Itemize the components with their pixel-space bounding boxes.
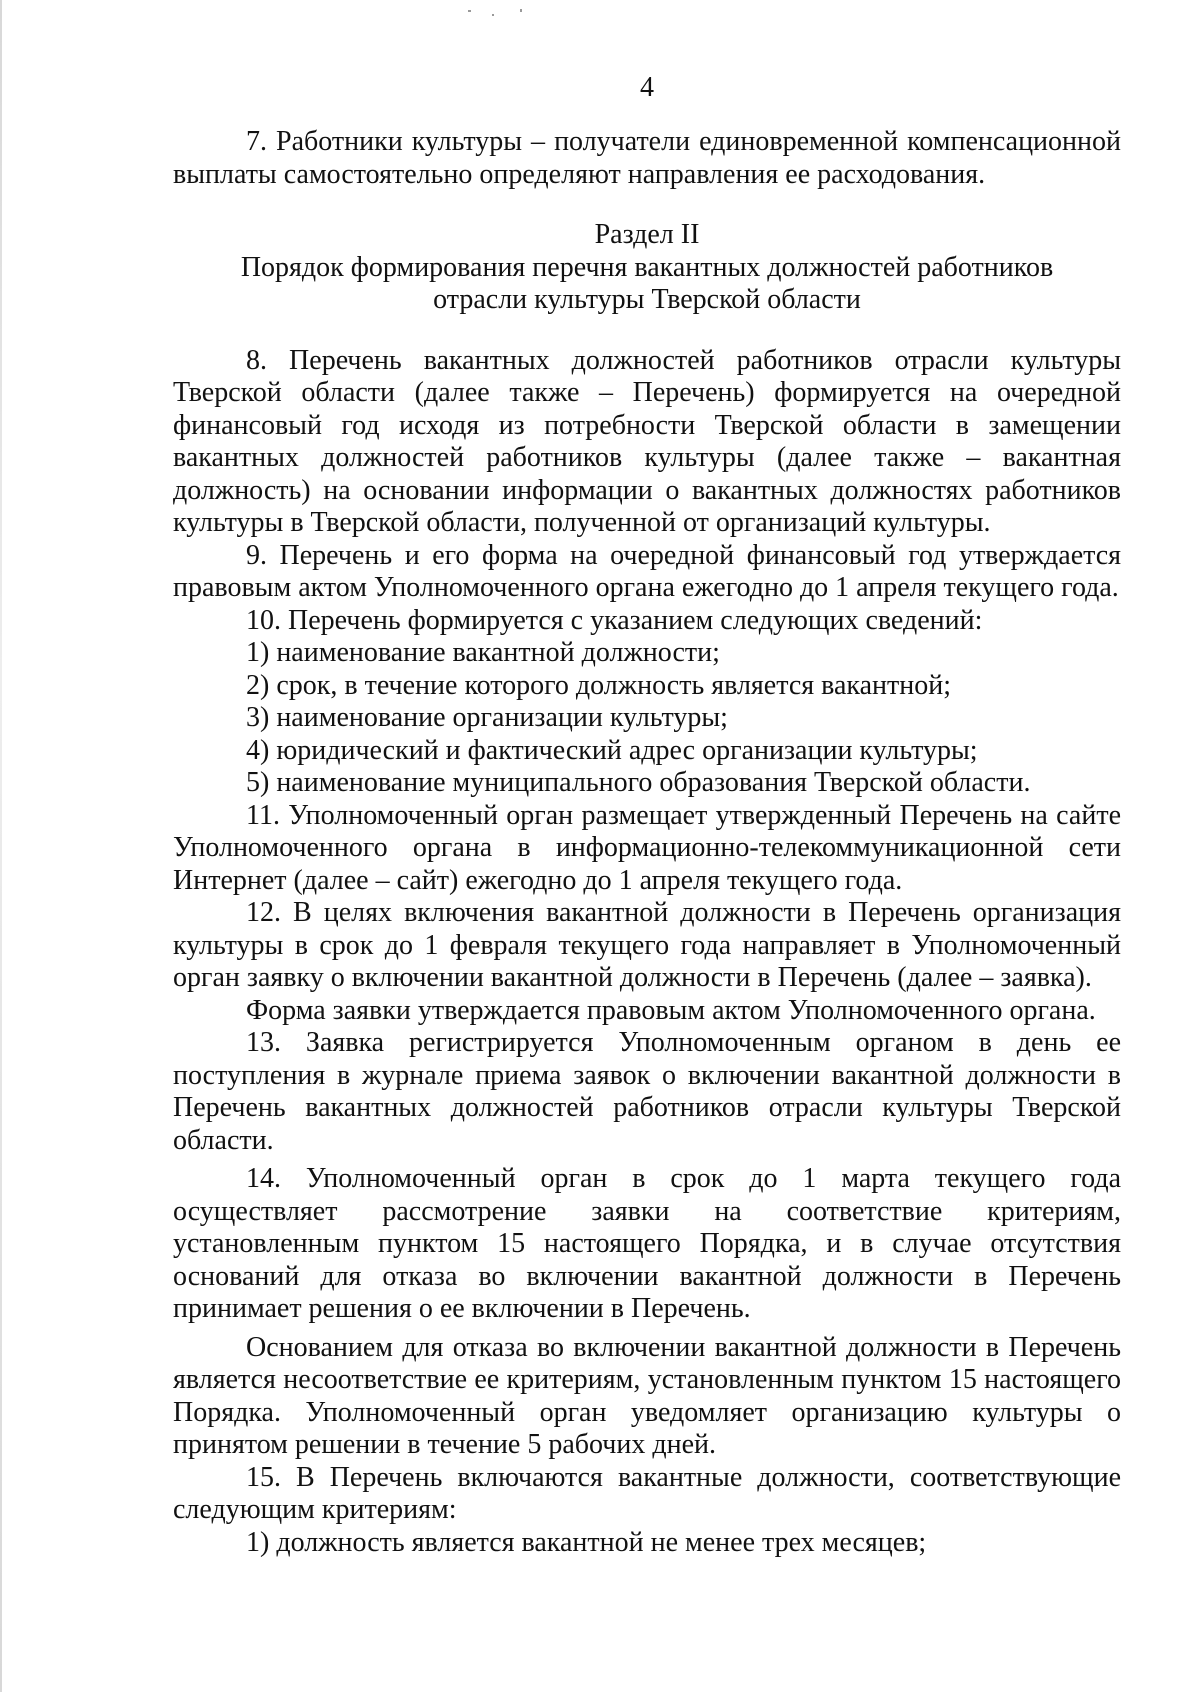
paragraph-12-form: Форма заявки утверждается правовым актом Уполномоченного органа. [246, 994, 1096, 1026]
section-title: Раздел II [594, 219, 700, 250]
paragraph-11: 11. Уполномоченный орган размещает утвержденный Перечень на сайте Уполномоченного органа в информационно-телекоммуникационной сети Интернет (далее – сайт) ежегодно до 1 апреля текущего года. [173, 799, 1121, 896]
scan-edge-shadow [0, 0, 2, 1692]
paragraph-15: 15. В Перечень включаются вакантные должности, соответствующие следующим критериям: [173, 1461, 1121, 1525]
paragraph-9: 9. Перечень и его форма на очередной финансовый год утверждается правовым актом Уполномоченного органа ежегодно до 1 апреля текущего года. [173, 539, 1121, 603]
paragraph-12: 12. В целях включения вакантной должности в Перечень организация культуры в срок до 1 февраля текущего года направляет в Уполномоченный орган заявку о включении вакантной должности в Перечень (далее – заявка). [173, 897, 1121, 993]
scan-speck [492, 14, 494, 16]
list-item: 3) наименование организации культуры; [246, 702, 728, 733]
scan-speck [520, 9, 522, 12]
list-item: 5) наименование муниципального образования Тверской области. [246, 767, 1031, 798]
scan-speck [468, 10, 471, 12]
paragraph-8: 8. Перечень вакантных должностей работников отрасли культуры Тверской области (далее также – Перечень) формируется на очередной финансовый год исходя из потребности Тверской области в замещении вакантных должностей работников культуры (далее также – вакантная должность) на основании информации о вакантных должностях работников культуры в Тверской области, полученной от организаций культуры. [173, 344, 1121, 538]
paragraph-14: 14. Уполномоченный орган в срок до 1 марта текущего года осуществляет рассмотрение заявки на соответствие критериям, установленным пунктом 15 настоящего Порядка, и в случае отсутствия оснований для отказа во включении вакантной должности в Перечень принимает решения о ее включении в Перечень. [173, 1163, 1121, 1324]
page-number: 4 [640, 72, 654, 103]
list-item: 2) срок, в течение которого должность является вакантной; [246, 669, 951, 701]
list-item: 1) наименование вакантной должности; [246, 637, 720, 668]
paragraph-10: 10. Перечень формируется с указанием следующих сведений: [246, 604, 983, 636]
paragraph-14-refusal: Основанием для отказа во включении вакантной должности в Перечень является несоответствие ее критериям, установленным пунктом 15 настоящего Порядка. Уполномоченный орган уведомляет организацию культуры о принятом решении в течение 5 рабочих дней. [173, 1331, 1121, 1460]
paragraph-7: 7. Работники культуры – получатели единовременной компенсационной выплаты самостоятельно определяют направления ее расходования. [173, 126, 1121, 190]
document-body [173, 72, 1121, 1559]
list-item: 4) юридический и фактический адрес организации культуры; [246, 734, 978, 766]
paragraph-13: 13. Заявка регистрируется Уполномоченным органом в день ее поступления в журнале приема заявок о включении вакантной должности в Перечень вакантных должностей работников отрасли культуры Тверской области. [173, 1027, 1121, 1156]
section-subtitle-line1: Порядок формирования перечня вакантных должностей работников [240, 251, 1054, 283]
list-item: 1) должность является вакантной не менее трех месяцев; [246, 1526, 927, 1558]
section-subtitle-line2: отрасли культуры Тверской области [433, 284, 861, 315]
